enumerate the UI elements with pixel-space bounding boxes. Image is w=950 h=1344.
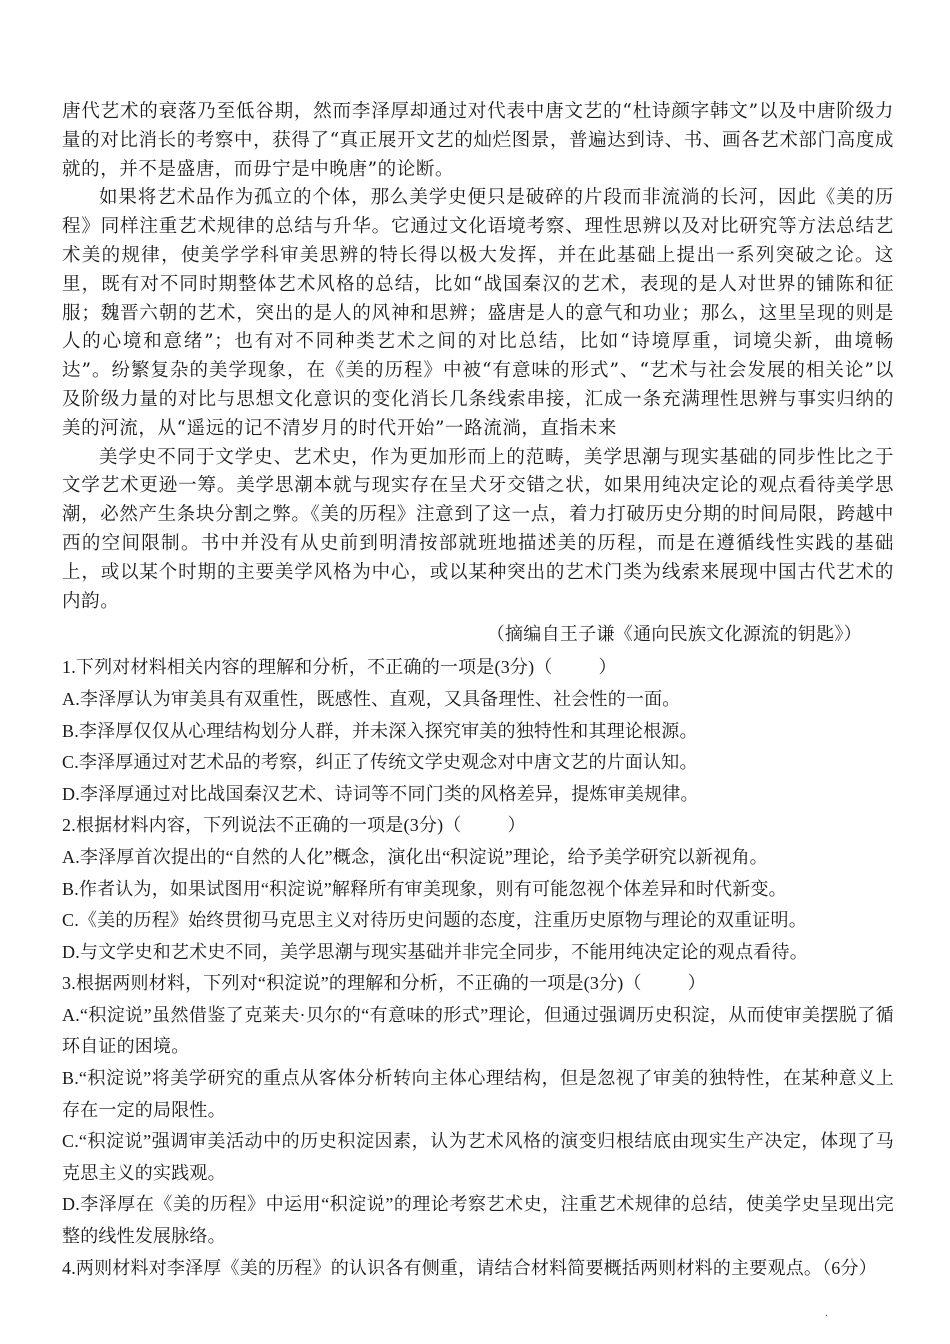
scan-speck: · (824, 1311, 828, 1322)
option-d: D.李泽厚通过对比战国秦汉艺术、诗词等不同门类的风格差异，提炼审美规律。 (62, 783, 699, 804)
reading-passage (62, 98, 894, 616)
option-d: D.李泽厚在《美的历程》中运用“积淀说”的理论考察艺术史，注重艺术规律的总结，使美学史呈现出完整的线性发展脉络。 (62, 1194, 894, 1247)
option-a: A.“积淀说”虽然借鉴了克莱夫·贝尔的“有意味的形式”理论，但通过强调历史积淀，从而使审美摆脱了循环自证的困境。 (62, 1004, 894, 1057)
question-list (62, 652, 894, 1284)
question-stem: 4.两则材料对李泽厚《美的历程》的认识各有侧重，请结合材料简要概括两则材料的主要观点。（6分） (62, 1257, 877, 1278)
option-c: C.“积淀说”强调审美活动中的历史积淀因素，认为艺术风格的演变归根结底由现实生产决定，体现了马克思主义的实践观。 (62, 1131, 894, 1183)
question-4 (62, 1253, 894, 1285)
question-3 (62, 968, 894, 1252)
question-stem: 2.根据材料内容，下列说法不正确的一项是(3分)（ ） (62, 815, 526, 836)
passage-paragraph: 如果将艺术品作为孤立的个体，那么美学史便只是破碎的片段而非流淌的长河，因此《美的历程》同样注重艺术规律的总结与升华。它通过文化语境考察、理性思辨以及对比研究等方法总结艺术美的规律，使美学学科审美思辨的特长得以极大发挥，并在此基础上提出一系列突破之论。这里，既有对不同时期整体艺术风格的总结，比如“战国秦汉的艺术，表现的是人对世界的铺陈和征服；魏晋六朝的艺术，突出的是人的风神和思辨；盛唐是人的意气和功业；那么，这里呈现的则是人的心境和意绪”；也有对不同种类艺术之间的对比总结，比如“诗境厚重，词境尖新，曲境畅达”。纷繁复杂的美学现象，在《美的历程》中被“有意味的形式”、“艺术与社会发展的相关论”以及阶级力量的对比与思想文化意识的变化消长几条线索串接，汇成一条充满理性思辨与事实归纳的美的河流，从“遥远的记不清岁月的时代开始”一路流淌，直指未来 (62, 187, 894, 439)
option-b: B.李泽厚仅仅从心理结构划分人群，并未深入探究审美的独特性和其理论根源。 (62, 720, 698, 741)
option-a: A.李泽厚首次提出的“自然的人化”概念，演化出“积淀说”理论，给予美学研究以新视角。 (62, 846, 768, 867)
question-1 (62, 652, 894, 810)
option-b: B.“积淀说”将美学研究的重点从客体分析转向主体心理结构，但是忽视了审美的独特性，在某种意义上存在一定的局限性。 (62, 1068, 894, 1120)
passage-paragraph: 唐代艺术的衰落乃至低谷期，然而李泽厚却通过对代表中唐文艺的“杜诗颜字韩文”以及中唐阶级力量的对比消长的考察中，获得了“真正展开文艺的灿烂图景，普遍达到诗、书、画各艺术部门高度成就的，并不是盛唐，而毋宁是中晚唐”的论断。 (62, 101, 894, 180)
option-d: D.与文学史和艺术史不同，美学思潮与现实基础并非完全同步，不能用纯决定论的观点看待。 (62, 941, 808, 962)
option-c: C.李泽厚通过对艺术品的考察，纠正了传统文学史观念对中唐文艺的片面认知。 (62, 752, 698, 773)
option-a: A.李泽厚认为审美具有双重性，既感性、直观，又具备理性、社会性的一面。 (62, 688, 681, 709)
question-stem: 1.下列对材料相关内容的理解和分析，不正确的一项是(3分)（ ） (62, 657, 617, 678)
passage-source: （摘编自王子谦《通向民族文化源流的钥匙》） (486, 624, 862, 646)
question-stem: 3.根据两则材料，下列对“积淀说”的理解和分析，不正确的一项是(3分)（ ） (62, 973, 706, 994)
question-2 (62, 810, 894, 968)
option-b: B.作者认为，如果试图用“积淀说”解释所有审美现象，则有可能忽视个体差异和时代新变。 (62, 878, 787, 899)
option-c: C.《美的历程》始终贯彻马克思主义对待历史问题的态度，注重历史原物与理论的双重证明。 (62, 910, 807, 931)
passage-paragraph: 美学史不同于文学史、艺术史，作为更加形而上的范畴，美学思潮与现实基础的同步性比之于文学艺术更逊一筹。美学思潮本就与现实存在呈犬牙交错之状，如果用纯决定论的观点看待美学思潮，必然产生条块分割之弊。《美的历程》注意到了这一点，着力打破历史分期的时间局限，跨越中西的空间限制。书中并没有从史前到明清按部就班地描述美的历程，而是在遵循线性实践的基础上，或以某个时期的主要美学风格为中心，或以某种突出的艺术门类为线索来展现中国古代艺术的内韵。 (62, 446, 894, 612)
